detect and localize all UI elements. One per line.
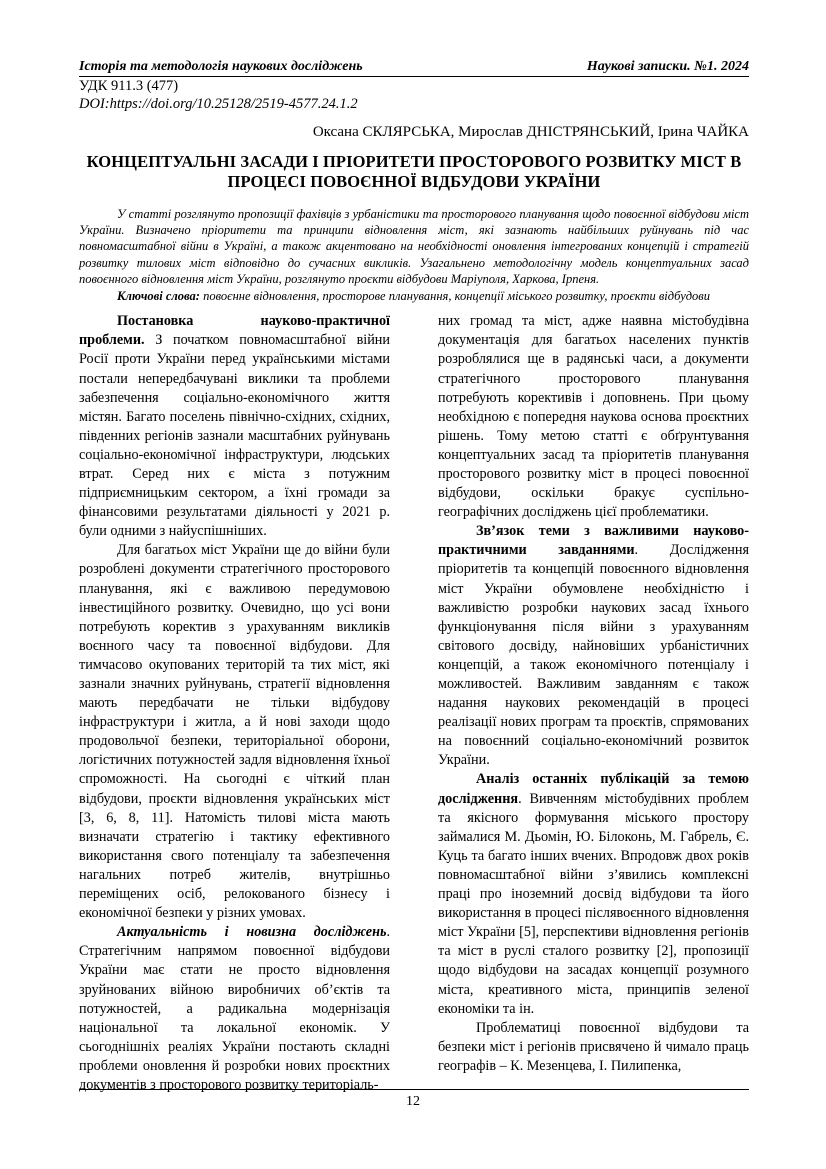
running-head	[79, 58, 749, 77]
abstract: У статті розглянуто пропозиції фахівців з урбаністики та просторового планування щодо повоєнної відбудови міст України. Визначено пріоритети та принципи відновлення міст, які зазнають найбільших руйнувань під час повномасштабної війни в Україні, а також акцентовано на необхідності оновлення інтегрованих концепцій і стратегій розвитку тилових міст відповідно до сучасних викликів. Узагальнено методологічну модель концептуальних засад повоєнного відновлення міст України, розглянуто проєкти відбудови Маріуполя, Харкова, Ірпеня.	[79, 207, 749, 286]
paragraph-continuation	[438, 312, 749, 522]
paragraph-text: . Вивченням містобудівних проблем та якісного формування міського простору займалися М. Дьомін, Ю. Білоконь, М. Габрель, Є. Куць та багато інших вчених. Впродовж двох років повномасштабної війни з’явились комплексні праці про іноземний досвід відбудови та його використання в процесі післявоєнного відновлення міст України [5], перспективи відновлення регіонів та міст в руслі сталого розвитку [2], пропозиції щодо відбудови на засадах концепції розумного міста, креативного міста, принципів зеленої економіки та ін.	[438, 790, 749, 1017]
paragraph-geographers	[438, 1019, 749, 1076]
paragraph-strategic-planning	[79, 541, 390, 923]
paragraph-connection	[438, 522, 749, 770]
paragraph-relevance	[79, 923, 390, 1095]
paragraph-text: . Дослідження пріоритетів та концепцій повоєнного відновлення міст України обумовлене необхідністю і важливістю розробки наукових засад їхнього функціонування після війни з урахуванням світового досвіду, найновіших урбаністичних концепцій, а також економічного потенціалу і можливостей. Важливим завданням є також надання наукових рекомендацій в процесі реалізації нових програм та проєктів, спрямованих на повоєнний соціально-економічний розвиток України.	[438, 542, 749, 769]
heading-connection: Зв’язок теми з важливими науково-практичними завданнями	[438, 523, 749, 559]
page	[79, 58, 749, 1095]
paragraph-text: Проблематиці повоєнної відбудови та безпеки міст і регіонів присвячено й чимало праць географів – К. Мезенцева, І. Пилипенка,	[438, 1019, 749, 1074]
body-columns	[79, 312, 749, 1095]
running-head-journal: Наукові записки. №1. 2024	[586, 59, 749, 74]
page-number: 12	[406, 1094, 420, 1109]
paragraph-literature	[438, 770, 749, 1018]
keywords-text: повоєнне відновлення, просторове планування, концепції міського розвитку, проєкти відбудови	[199, 289, 710, 304]
paragraph-text: них громад та міст, адже наявна містобудівна документація для багатьох населених пунктів розроблялися ще в радянські часи, а документи стратегічного просторового планування потребують корективів і доповнень. При цьому необхідною є попередня наукова основа проєктних рішень. Тому метою статті є обґрунтування концептуальних засад та пріоритетів планування просторового розвитку міст в процесі повоєнної відбудови, оскільки бракує суспільно-географічних досліджень цієї проблематики.	[438, 313, 749, 521]
heading-problem-statement: Постановка науково-практичної проблеми.	[79, 313, 390, 349]
article-title: КОНЦЕПТУАЛЬНІ ЗАСАДИ І ПРІОРИТЕТИ ПРОСТОРОВОГО РОЗВИТКУ МІСТ В ПРОЦЕСІ ПОВОЄННОЇ ВІДБУДОВИ УКРАЇНИ	[86, 152, 742, 191]
paragraph-text: . Стратегічним напрямом повоєнної відбудови України має стати не просто відновлення зруйнованих війною виробничих об’єктів та потужностей, а радикальна модернізація національної та локальної економік. У сьогоднішніх реаліях України постають складні проблеми оновлення й розробки нових проєктних документів з просторового розвитку територіаль-	[79, 924, 390, 1093]
left-column	[79, 312, 390, 1095]
authors: Оксана СКЛЯРСЬКА, Мирослав ДНІСТРЯНСЬКИЙ, Ірина ЧАЙКА	[312, 124, 749, 140]
right-column	[438, 312, 749, 1095]
running-head-section: Історія та методологія наукових досліджень	[79, 59, 363, 74]
doi-link[interactable]: DOI:https://doi.org/10.25128/2519-4577.24.1.2	[79, 96, 358, 112]
heading-literature: Аналіз останніх публікацій за темою дослідження	[438, 771, 749, 807]
udc-code: УДК 911.3 (477)	[79, 78, 179, 94]
paragraph-problem-statement	[79, 312, 390, 541]
keywords-label: Ключові слова:	[117, 289, 200, 304]
paragraph-text: Для багатьох міст України ще до війни були розроблені документи стратегічного просторового планування, які є важливою передумовою інвестиційного розвитку. Очевидно, що усі вони потребують коректив з урахуванням викликів воєнного часу та повоєнної відбудови. Для тимчасово окупованих територій та тих міст, які зазнали значних руйнувань, стратегії відновлення мають передбачати не тільки відбудову інфраструктури і житла, а й нові заходи щодо продовольчої безпеки, територіальної оборони, логістичних потужностей задля відновлення їхньої спроможності. На сьогодні є чіткий план відбудови, проєкти відновлення українських міст [3, 6, 8, 11]. Натомість тилові міста мають визначати стратегію і тактику ефективного використання свого потенціалу та забезпечення нагальних потреб жителів, внутрішньо переміщених осіб, релокованого бізнесу і економічної безпеки у різних умовах.	[79, 542, 390, 922]
keywords	[79, 288, 749, 304]
paragraph-text: З початком повномасштабної війни Росії проти України перед українськими містами постали непередбачувані виклики та проблеми забезпечення соціально-економічного життя містян. Багато поселень північно-східних, східних, південних регіонів зазнали масштабних руйнувань соціально-економічної інфраструктури, людських втрат. Серед них є міста з потужним підприємницьким сектором, а їхні громади за фінансовими результатами діяльності у 2021 р. були одними з найуспішніших.	[79, 332, 390, 540]
heading-relevance: Актуальність і новизна досліджень	[117, 924, 387, 941]
footer-rule	[79, 1089, 749, 1090]
